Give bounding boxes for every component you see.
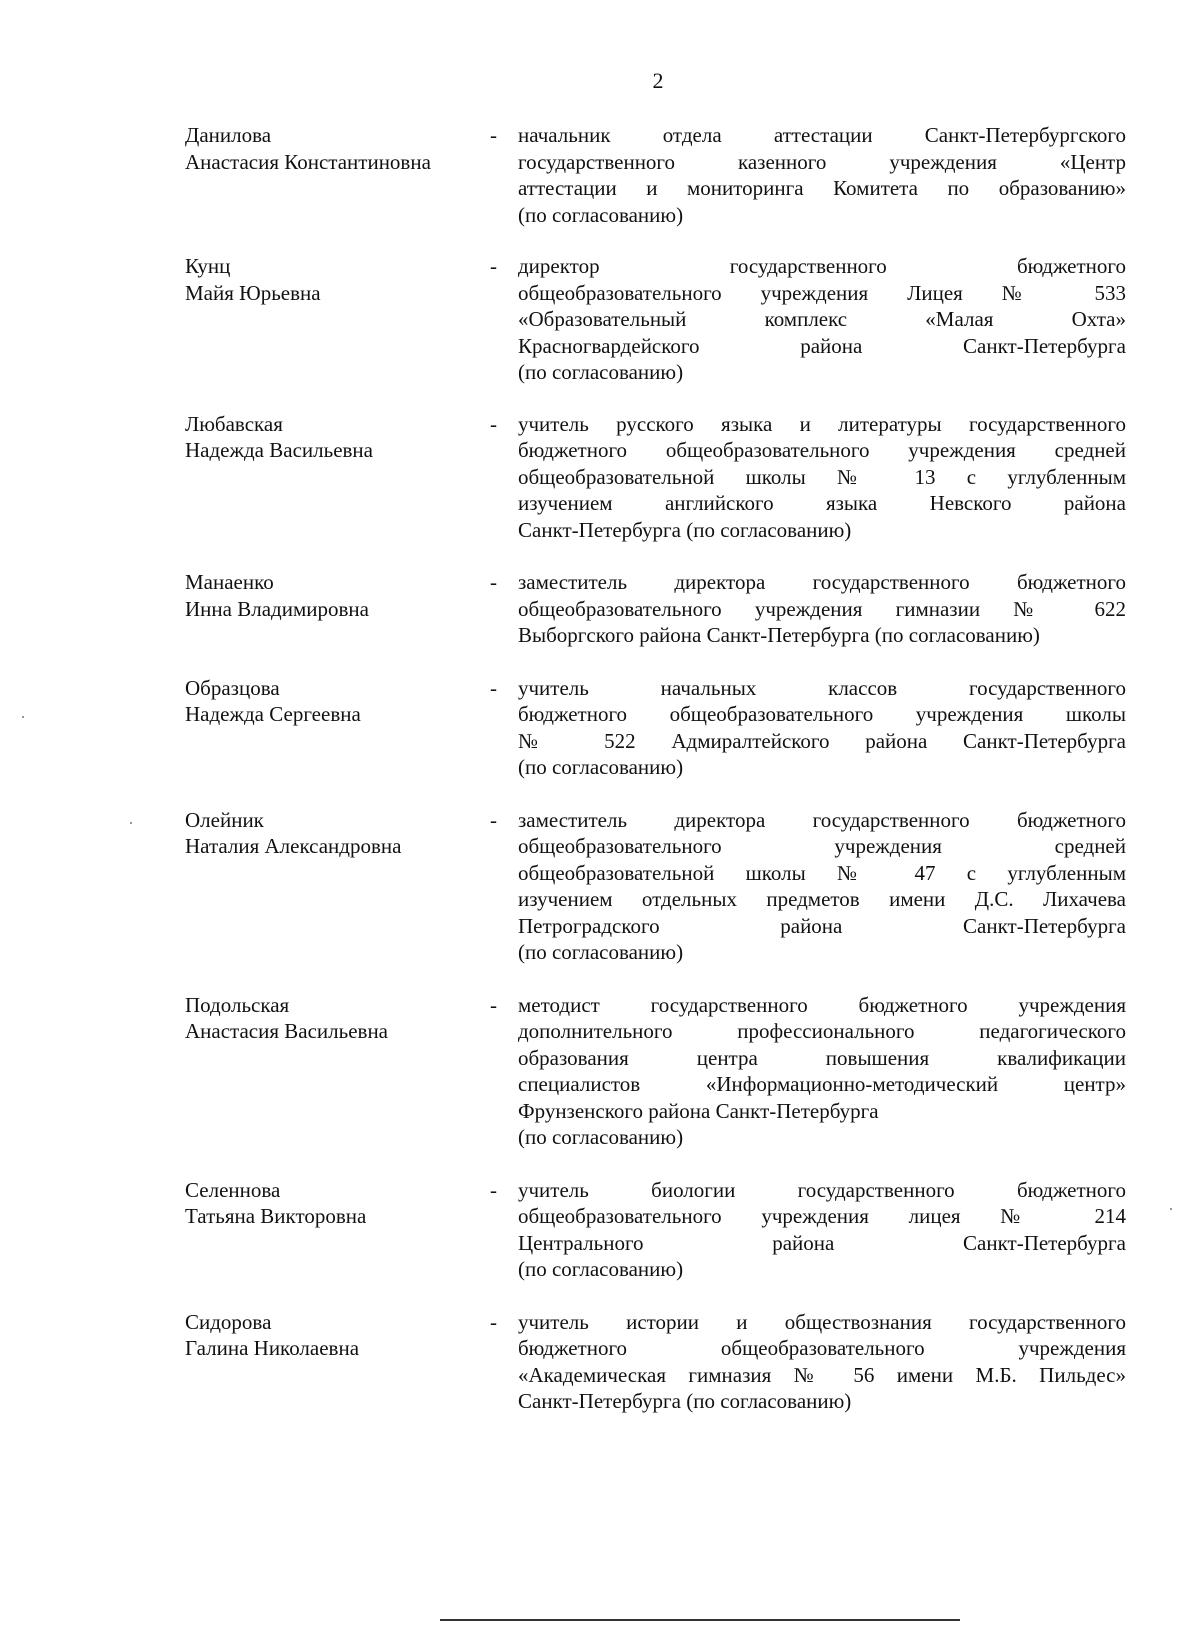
member-surname: Манаенко	[185, 570, 274, 594]
member-list	[185, 122, 1135, 1415]
member-entry	[185, 1177, 1135, 1283]
member-position	[518, 122, 1126, 228]
member-entry	[185, 122, 1135, 228]
position-line: бюджетного общеобразовательного учреждения средней	[518, 438, 1126, 462]
member-entry	[185, 411, 1135, 544]
position-line: (по согласованию)	[518, 1257, 684, 1281]
member-name	[185, 569, 490, 622]
position-line: методист государственного бюджетного учреждения	[518, 992, 1126, 1017]
dash-separator: -	[490, 254, 497, 278]
member-given-names: Надежда Васильевна	[185, 438, 373, 462]
member-name	[185, 675, 490, 728]
position-line: государственного казенного учреждения «Центр	[518, 149, 1126, 174]
member-given-names: Инна Владимировна	[185, 596, 369, 621]
member-position	[518, 1309, 1126, 1415]
scan-speck	[1170, 1208, 1172, 1210]
position-line: общеобразовательной школы № 13 с углубленным	[518, 464, 1126, 489]
dash-separator: -	[490, 1309, 497, 1334]
member-entry	[185, 675, 1135, 781]
member-surname: Подольская	[185, 992, 290, 1017]
position-line: (по согласованию)	[518, 202, 684, 227]
member-entry	[185, 992, 1135, 1151]
position-line: Санкт-Петербурга (по согласованию)	[518, 1389, 852, 1413]
position-line: «Образовательный комплекс «Малая Охта»	[518, 307, 1126, 331]
dash-separator: -	[490, 807, 497, 832]
dash-separator: -	[490, 675, 497, 700]
dash-separator: -	[490, 992, 497, 1017]
member-name	[185, 411, 490, 464]
position-line: директор государственного бюджетного	[518, 254, 1126, 278]
member-given-names: Анастасия Васильевна	[185, 1019, 389, 1043]
position-line: аттестации и мониторинга Комитета по образованию»	[518, 176, 1126, 200]
member-name	[185, 992, 490, 1045]
member-position	[518, 807, 1126, 966]
member-entry	[185, 1309, 1135, 1415]
position-line: бюджетного общеобразовательного учреждения	[518, 1336, 1126, 1360]
member-given-names: Галина Николаевна	[185, 1336, 360, 1360]
member-surname: Селеннова	[185, 1177, 281, 1202]
member-position	[518, 569, 1126, 649]
position-line: (по согласованию)	[518, 940, 684, 964]
position-line: изучением английского языка Невского района	[518, 491, 1126, 515]
position-line: учитель биологии государственного бюджетного	[518, 1177, 1126, 1202]
member-entry	[185, 569, 1135, 649]
position-line: общеобразовательного учреждения лицея № 214	[518, 1204, 1126, 1228]
position-line: бюджетного общеобразовательного учреждения школы	[518, 702, 1126, 726]
page-number: 2	[652, 68, 664, 93]
member-name	[185, 1177, 490, 1230]
member-position	[518, 992, 1126, 1151]
bottom-edge-line	[440, 1619, 960, 1621]
member-surname: Кунц	[185, 254, 231, 278]
position-line: (по согласованию)	[518, 360, 684, 384]
member-name	[185, 1309, 490, 1362]
position-line: изучением отдельных предметов имени Д.С. Лихачева	[518, 887, 1126, 911]
position-line: учитель начальных классов государственного	[518, 675, 1126, 700]
member-position	[518, 411, 1126, 544]
position-line: образования центра повышения квалификации	[518, 1045, 1126, 1070]
position-line: начальник отдела аттестации Санкт-Петербургского	[518, 123, 1126, 147]
scan-speck	[130, 822, 132, 824]
member-given-names: Надежда Сергеевна	[185, 702, 361, 726]
position-line: «Академическая гимназия № 56 имени М.Б. Пильдес»	[518, 1362, 1126, 1387]
member-entry	[185, 253, 1135, 386]
member-surname: Любавская	[185, 411, 283, 436]
member-entry	[185, 807, 1135, 966]
position-line: Фрунзенского района Санкт-Петербурга	[518, 1098, 879, 1123]
position-line: общеобразовательной школы № 47 с углубленным	[518, 860, 1126, 885]
member-given-names: Татьяна Викторовна	[185, 1204, 367, 1228]
position-line: № 522 Адмиралтейского района Санкт-Петербурга	[518, 728, 1126, 753]
dash-separator: -	[490, 123, 497, 147]
position-line: (по согласованию)	[518, 755, 684, 779]
position-line: учитель русского языка и литературы государственного	[518, 411, 1126, 436]
dash-separator: -	[490, 1177, 497, 1202]
member-position	[518, 1177, 1126, 1283]
position-line: Красногвардейского района Санкт-Петербурга	[518, 333, 1126, 358]
member-name	[185, 122, 490, 175]
position-line: Петроградского района Санкт-Петербурга	[518, 913, 1126, 938]
member-surname: Данилова	[185, 123, 272, 147]
position-line: Санкт-Петербурга (по согласованию)	[518, 517, 852, 542]
position-line: учитель истории и обществознания государственного	[518, 1309, 1126, 1334]
position-line: общеобразовательного учреждения Лицея № 533	[518, 280, 1126, 305]
member-surname: Сидорова	[185, 1309, 272, 1334]
dash-separator: -	[490, 411, 497, 436]
member-position	[518, 253, 1126, 386]
position-line: общеобразовательного учреждения гимназии № 622	[518, 596, 1126, 621]
position-line: (по согласованию)	[518, 1125, 684, 1149]
position-line: Выборгского района Санкт-Петербурга (по согласованию)	[518, 623, 1040, 647]
position-line: заместитель директора государственного бюджетного	[518, 807, 1126, 832]
position-line: Центрального района Санкт-Петербурга	[518, 1230, 1126, 1255]
position-line: заместитель директора государственного бюджетного	[518, 570, 1126, 594]
member-surname: Олейник	[185, 807, 264, 832]
position-line: дополнительного профессионального педагогического	[518, 1019, 1126, 1043]
member-name	[185, 807, 490, 860]
member-given-names: Майя Юрьевна	[185, 280, 321, 305]
member-surname: Образцова	[185, 675, 280, 700]
scan-speck	[22, 716, 24, 718]
position-line: общеобразовательного учреждения средней	[518, 834, 1126, 858]
position-line: специалистов «Информационно-методический центр»	[518, 1072, 1126, 1096]
dash-separator: -	[490, 570, 497, 594]
member-given-names: Анастасия Константиновна	[185, 149, 431, 174]
member-given-names: Наталия Александровна	[185, 834, 402, 858]
member-name	[185, 253, 490, 306]
member-position	[518, 675, 1126, 781]
